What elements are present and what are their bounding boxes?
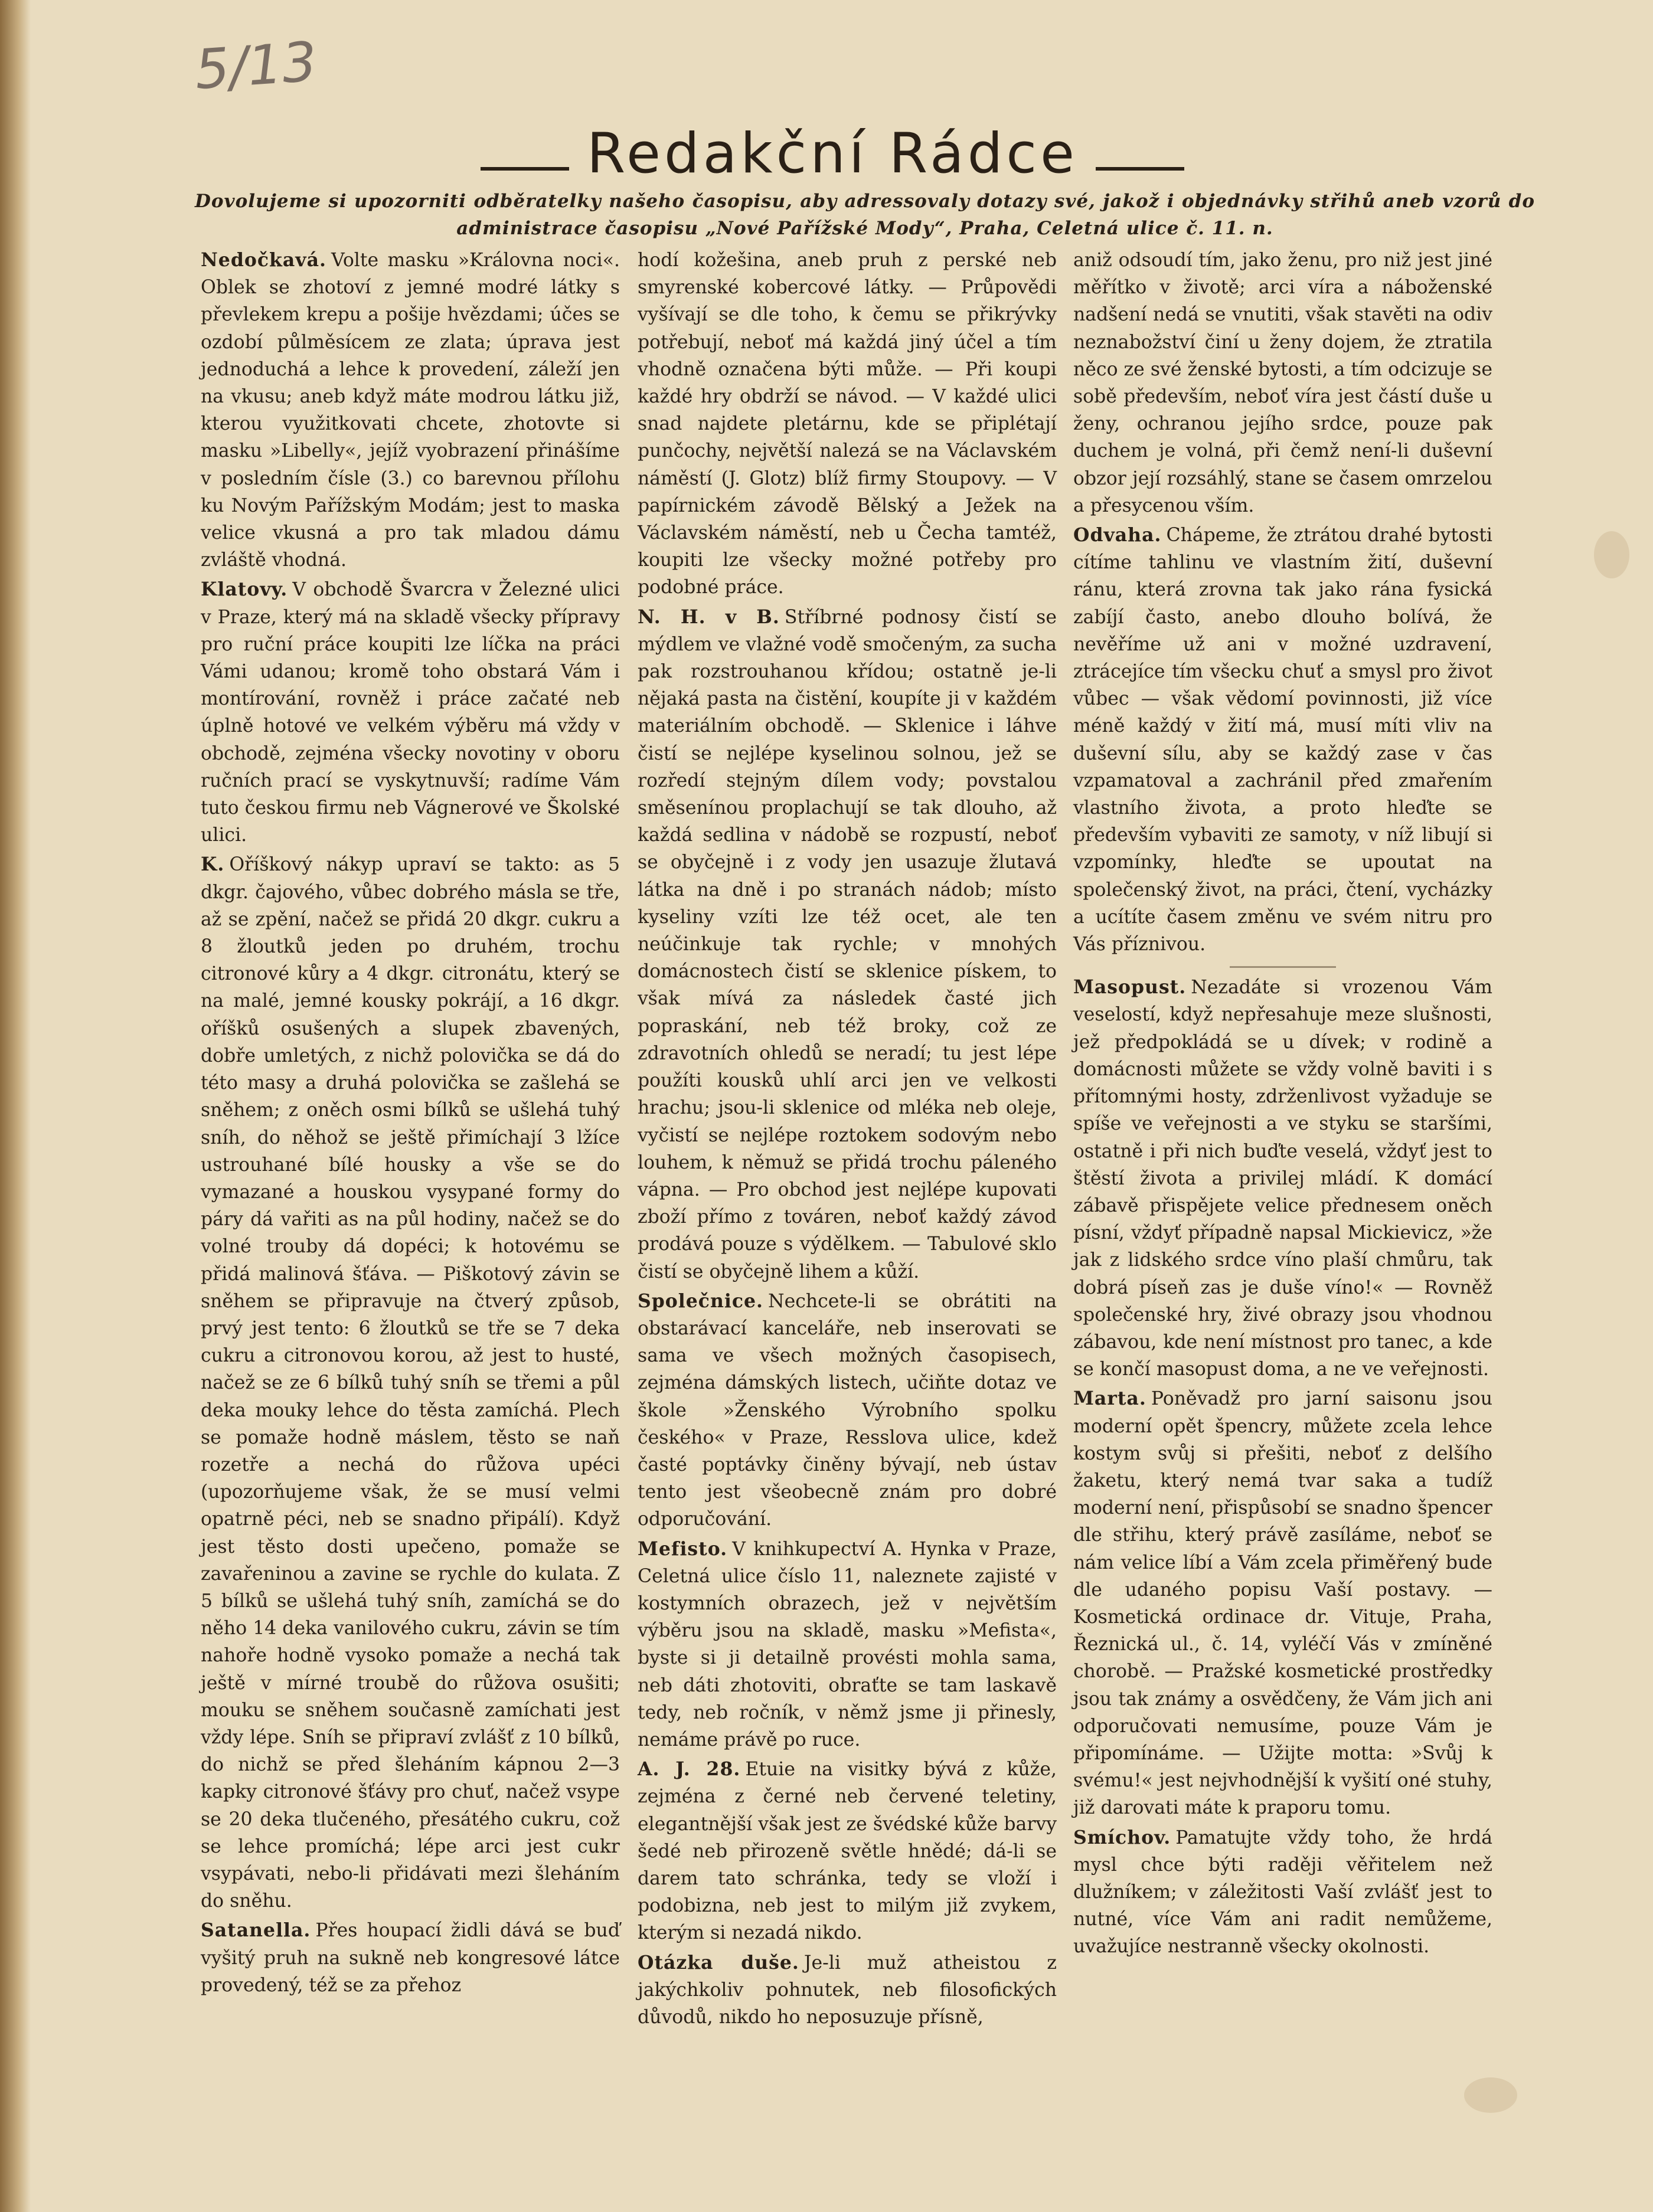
- entry-text: aniž odsoudí tím, jako ženu, pro niž jest jiné měřítko v životě; arci víra a náboženské nadšení nedá se vnutiti, však stavěti na odiv neznabožství činí u ženy dojem, že ztratila něco ze své ženské bytosti, a tím odcizuje se sobě především, neboť víra jest částí duše u ženy, ochranou jejího srdce, pouze pak duchem je volná, při čemž není-li duševní obzor její rozsáhlý, stane se časem omrzelou a přesycenou vším.: [1073, 250, 1492, 516]
- divider: [1230, 966, 1336, 968]
- pencil-annotation: 5/13: [192, 30, 319, 102]
- entry: [1073, 974, 1492, 1383]
- entry-text: Etuie na visitky bývá z kůže, zejména z černé neb červené teletiny, elegantnější však jest ze švédské kůže barvy šedé neb přirozeně světle hnědé; dá-li se darem tato schránka, tedy se vloží i podobizna, neb jest to milým již zvykem, kterým si nezadá nikdo.: [638, 1759, 1057, 1944]
- entry-heading: Klatovy.: [201, 578, 288, 601]
- entry: [1073, 522, 1492, 958]
- entry: [638, 604, 1057, 1285]
- entry: [638, 1949, 1057, 2031]
- entry-text: Poněvadž pro jarní saisonu jsou moderní opět špencry, můžete zcela lehce kostym svůj si přešiti, neboť z delšího žaketu, který nemá tvar saka a tudíž moderní není, přispůsobí se snadno špencer dle střihu, který právě zasíláme, neboť se nám velice líbí a Vám zcela přiměřený bude dle udaného popisu Vaší postavy. — Kosmetická ordinace dr. Vituje, Praha, Řeznická ul., č. 14, vyléčí Vás v zmíněné chorobě. — Pražské kosmetické prostředky jsou tak známy a osvědčeny, že Vám jich ani odporučovati nemusíme, pouze Vám je připomínáme. — Užijte motta: »Svůj k svému!« jest nejvhodnější k vyšití oné stuhy, již darovati máte k praporu tomu.: [1073, 1388, 1492, 1819]
- entry-text: hodí kožešina, aneb pruh z perské neb smyrenské kobercové látky. — Průpovědi vyšívají se dle toho, k čemu se přikrývky potřebují, neboť má každá jiný účel a tím vhodně označena býti může. — Při koupi každé hry obdrží se návod. — V každé ulici snad najdete pletárnu, kde se připlétají punčochy, největší nalezá se na Václavském náměstí (J. Glotz) blíž firmy Stoupovy. — V papírnickém závodě Bělský a Ježek na Václavském náměstí, neb u Čecha tamtéž, koupiti lze všecky možné potřeby pro podobné práce.: [638, 250, 1057, 598]
- entry-heading: Masopust.: [1073, 976, 1187, 999]
- entry-heading: A. J. 28.: [638, 1758, 741, 1781]
- column-2: [638, 247, 1057, 2031]
- entry-text: Pamatujte vždy toho, že hrdá mysl chce býti raději věřitelem než dlužníkem; v záležitosti Vaší zvlášť jest to nutné, více Vám ani radit nemůžeme, uvažujíce nestranně všecky okolnosti.: [1073, 1827, 1492, 1958]
- entry-heading: Mefisto.: [638, 1537, 728, 1560]
- page-binding-edge: [0, 0, 31, 2212]
- title-rule-right: [1096, 167, 1184, 171]
- entry-heading: Odvaha.: [1073, 524, 1162, 547]
- column-1: [201, 247, 620, 1999]
- entry-text: Přes houpací židli dává se buď vyšitý pruh na sukně neb kongresové látce provedený, též se za přehoz: [201, 1920, 620, 1996]
- entry-heading: Otázka duše.: [638, 1951, 799, 1974]
- entry-heading: Společnice.: [638, 1290, 764, 1312]
- entry-heading: K.: [201, 853, 225, 876]
- entry: [638, 1288, 1057, 1533]
- entry: [1073, 1385, 1492, 1821]
- paper-stain: [1594, 531, 1629, 578]
- entry-text: Nechcete-li se obrátiti na obstarávací kanceláře, neb inserovati se sama ve všech možných časopisech, zejména dámských listech, učiňte dotaz ve škole »Ženského Výrobního spolku českého« v Praze, Resslova ulice, kdež časté poptávky činěny bývají, neb ústav tento jest všeobecně znám pro dobré odporučování.: [638, 1290, 1057, 1530]
- entry: [638, 247, 1057, 601]
- title-block: [413, 112, 1252, 195]
- entry-text: Volte masku »Královna noci«. Oblek se zhotoví z jemné modré látky s převlekem krepu a pošije hvězdami; účes se ozdobí půlměsícem ze zlata; úprava jest jednoduchá a lehce k provedení, záleží jen na vkusu; aneb když máte modrou látku již, kterou využitkovati chcete, zhotovte si masku »Libelly«, jejíž vyobrazení přinášíme v posledním čísle (3.) co barevnou přílohu ku Novým Pařížským Modám; jest to maska velice vkusná a pro tak mladou dámu zvláště vhodná.: [201, 250, 620, 571]
- entry-heading: Marta.: [1073, 1388, 1146, 1410]
- editorial-notice: Dovolujeme si upozorniti odběratelky našeho časopisu, aby adressovaly dotazy své, jakož i objednávky střihů aneb vzorů do administrace časopisu „Nové Pařížské Mody“, Praha, Celetná ulice č. 11. n.: [195, 191, 1535, 239]
- entry-text: Chápeme, že ztrátou drahé bytosti cítíme tahlinu ve vlastním žití, duševní ránu, která zrovna tak jako rána fysická zabíjí často, anebo dlouho bolívá, že nevěříme už ani v možné uzdravení, ztrácejíce tím všecku chuť a smysl pro život vůbec — však vědomí povinnosti, již více méně každý v žití má, musí míti vliv na duševní sílu, aby se každý zase v čas vzpamatoval a zachránil před zmařením vlastního života, a proto hleďte se především vybaviti ze samoty, v níž libují si vzpomínky, hleďte se upoutat na společenský život, na práci, čtení, vycházky a ucítíte časem změnu ve svém nitru pro Vás příznivou.: [1073, 525, 1492, 956]
- entry-heading: N. H. v B.: [638, 606, 780, 628]
- entry: [201, 851, 620, 1915]
- entry-text: V obchodě Švarcra v Železné ulici v Praze, který má na skladě všecky přípravy pro ruční práce koupiti lze líčka na práci Vámi udanou; kromě toho obstará Vám i montírování, rovněž i práce začaté neb úplně hotové ve velkém výběru má vždy v obchodě, zejména všecky novotiny v oboru ručních prací se vyskytnuvší; radíme Vám tuto českou firmu neb Vágnerové ve Školské ulici.: [201, 579, 620, 846]
- entry: [638, 1536, 1057, 1754]
- entry-text: Je-li muž atheistou z jakýchkoliv pohnutek, neb filosofických důvodů, nikdo ho neposuzuje přísně,: [638, 1952, 1057, 2028]
- title-rule-left: [481, 167, 569, 171]
- entry: [1073, 247, 1492, 519]
- entry-text: Stříbrné podnosy čistí se mýdlem ve vlažné vodě smočeným, za sucha pak rozstrouhanou křídou; ostatně je-li nějaká pasta na čistění, koupíte ji v každém materiálním obchodě. — Sklenice i láhve čistí se nejlépe kyselinou solnou, jež se rozředí stejným dílem vody; povstalou směsenínou proplachují se tak dlouho, až každá sedlina v nádobě se rozpustí, neboť se obyčejně i z vody jen usazuje žlutavá látka na dně i po stranách nádob; místo kyseliny vzíti lze též ocet, ale ten neúčinkuje tak rychle; v mnohých domácnostech čistí se sklenice pískem, to však mívá za následek časté jich popraskání, neb též broky, což ze zdravotních ohledů se neradí; tu jest lépe použíti kousků uhlí arci jen ve velkosti hrachu; jsou-li sklenice od mléka neb oleje, vyčistí se nejlépe roztokem sodovým nebo louhem, k němuž se přidá trochu páleného vápna. — Pro obchod jest nejlépe kupovati zboží přímo z továren, neboť každý závod prodává pouze s výdělkem. — Tabulové sklo čistí se obyčejně lihem a kůží.: [638, 606, 1057, 1282]
- entry: [201, 1917, 620, 1999]
- entry-heading: Nedočkavá.: [201, 249, 326, 271]
- entry: [638, 1756, 1057, 1946]
- page-title: Redakční Rádce: [587, 121, 1078, 186]
- column-3: [1073, 247, 1492, 1961]
- entry: [201, 247, 620, 574]
- entry-heading: Smíchov.: [1073, 1826, 1171, 1848]
- entry: [1073, 1824, 1492, 1961]
- entry-text: Nezadáte si vrozenou Vám veselostí, když nepřesahuje meze slušnosti, jež předpokládá se u dívek; v rodině a domácnosti můžete se vždy volně baviti i s přítomnými hosty, zdrženlivost vyžaduje se spíše ve veřejnosti a ve styku se staršími, ostatně i při nich buďte veselá, vždyť jest to štěstí života a privilej mládí. K domácí zábavě přispějete velice přednesem oněch písní, vždyť případně napsal Mickievicz, »že jak z lidského srdce víno plaší chmůru, tak dobrá píseň zas je duše víno!« — Rovněž společenské hry, živé obrazy jsou vhodnou zábavou, kde není místnost pro tanec, a kde se končí masopust doma, a ne ve veřejnosti.: [1073, 977, 1492, 1380]
- entry-text: Oříškový nákyp upraví se takto: as 5 dkgr. čajového, vůbec dobrého másla se tře, až se zpění, načež se přidá 20 dkgr. cukru a 8 žloutků jeden po druhém, trochu citronové kůry a 4 dkgr. citronátu, který se na malé, jemné kousky pokrájí, a 16 dkgr. oříšků osušených a slupek zbavených, dobře umletých, z nichž polovička se dá do této masy a druhá polovička se zašlehá se sněhem; z oněch osmi bílků se ušlehá tuhý sníh, do něhož se ještě přimíchají 3 lžíce ustrouhané bílé housky a vše se do vymazané a houskou vysypané formy do páry dá vařiti as na půl hodiny, načež se do volné trouby dá dopéci; k hotovému se přidá malinová šťáva. — Piškotový závin se sněhem se připravuje na čtverý způsob, prvý jest tento: 6 žloutků se tře se 7 deka cukru a citronovou korou, až jest to husté, načež se ze 6 bílků tuhý sníh se třemi a půl deka mouky lehce do těsta zamíchá. Plech se pomaže hodně máslem, těsto se naň rozetře a nechá do růžova upéci (upozorňujeme však, že se musí velmi opatrně péci, neb se snadno připálí). Když jest těsto dosti upečeno, pomaže se zavařeninou a zavine se rychle do kulata. Z 5 bílků se ušlehá tuhý sníh, zamíchá se do něho 14 deka vanilového cukru, závin se tím nahoře hodně vysoko pomaže a nechá tak ještě v mírné troubě do růžova osušiti; mouku se sněhem současně zamíchati jest vždy lépe. Sníh se připraví zvlášť z 10 bílků, do nichž se před šleháním kápnou 2—3 kapky citronové šťávy pro chuť, načež vsype se 20 deka tlučeného, přesátého cukru, což se lehce promíchá; lépe arci jest cukr vsypávati, nebo-li přidávati mezi šleháním do sněhu.: [201, 854, 620, 1912]
- entry-text: V knihkupectví A. Hynka v Praze, Celetná ulice číslo 11, naleznete zajisté v kostymních obrazech, jež v největším výběru jsou na skladě, masku »Mefista«, byste si ji detailně provésti mohla sama, neb dáti zhotoviti, obraťte se tam laskavě tedy, neb ročník, v němž jsme ji přinesly, nemáme právě po ruce.: [638, 1538, 1057, 1750]
- entry: [201, 576, 620, 849]
- entry-heading: Satanella.: [201, 1919, 311, 1942]
- paper-stain: [1464, 2077, 1517, 2113]
